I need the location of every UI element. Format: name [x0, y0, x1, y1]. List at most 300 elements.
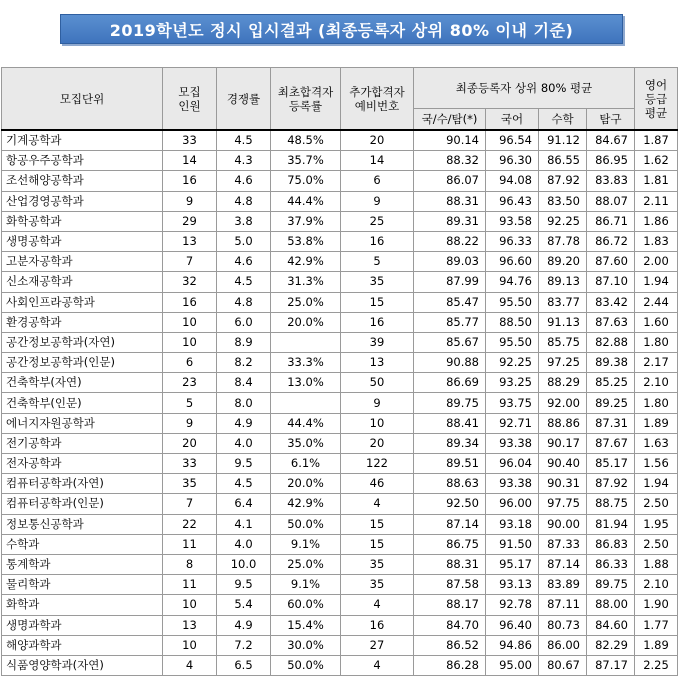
cell-quota: 33	[163, 454, 217, 474]
cell-unit: 화학과	[2, 595, 163, 615]
cell-math: 90.00	[539, 514, 587, 534]
table-row	[2, 655, 678, 675]
cell-quota: 13	[163, 231, 217, 251]
cell-korean: 96.40	[486, 615, 539, 635]
cell-waitlist: 15	[341, 514, 414, 534]
cell-waitlist: 122	[341, 454, 414, 474]
cell-unit: 환경공학과	[2, 312, 163, 332]
cell-competition: 4.0	[217, 433, 271, 453]
cell-quota: 10	[163, 312, 217, 332]
cell-unit: 공간정보공학과(자연)	[2, 332, 163, 352]
cell-waitlist: 9	[341, 393, 414, 413]
cell-unit: 건축학부(자연)	[2, 373, 163, 393]
cell-unit: 컴퓨터공학과(인문)	[2, 494, 163, 514]
cell-initial-rate: 31.3%	[271, 272, 341, 292]
cell-math: 86.55	[539, 151, 587, 171]
cell-competition: 4.8	[217, 191, 271, 211]
table-row	[2, 454, 678, 474]
cell-english: 2.17	[635, 353, 678, 373]
cell-initial-rate: 35.7%	[271, 151, 341, 171]
cell-inquiry: 87.10	[587, 272, 635, 292]
cell-korean: 92.78	[486, 595, 539, 615]
cell-math: 87.11	[539, 595, 587, 615]
table-row	[2, 353, 678, 373]
cell-waitlist: 35	[341, 554, 414, 574]
cell-quota: 4	[163, 655, 217, 675]
cell-initial-rate: 13.0%	[271, 373, 341, 393]
cell-math: 87.33	[539, 534, 587, 554]
cell-inquiry: 82.88	[587, 332, 635, 352]
cell-math: 91.13	[539, 312, 587, 332]
cell-english: 1.81	[635, 171, 678, 191]
cell-inquiry: 85.25	[587, 373, 635, 393]
cell-kms: 85.47	[414, 292, 486, 312]
cell-math: 80.67	[539, 655, 587, 675]
cell-initial-rate: 60.0%	[271, 595, 341, 615]
cell-initial-rate: 48.5%	[271, 130, 341, 151]
cell-waitlist: 16	[341, 312, 414, 332]
cell-unit: 생명과학과	[2, 615, 163, 635]
cell-kms: 89.75	[414, 393, 486, 413]
cell-inquiry: 88.75	[587, 494, 635, 514]
cell-unit: 사회인프라공학과	[2, 292, 163, 312]
cell-competition: 4.9	[217, 615, 271, 635]
cell-kms: 88.63	[414, 474, 486, 494]
cell-initial-rate: 33.3%	[271, 353, 341, 373]
cell-inquiry: 87.17	[587, 655, 635, 675]
header-kms: 국/수/탐(*)	[414, 109, 486, 131]
cell-inquiry: 88.07	[587, 191, 635, 211]
cell-waitlist: 10	[341, 413, 414, 433]
header-math: 수학	[539, 109, 587, 131]
header-waitlist: 추가합격자 예비번호	[341, 68, 414, 131]
cell-english: 1.80	[635, 393, 678, 413]
cell-kms: 90.14	[414, 130, 486, 151]
table-row	[2, 171, 678, 191]
cell-quota: 14	[163, 151, 217, 171]
cell-initial-rate: 37.9%	[271, 211, 341, 231]
cell-english: 2.10	[635, 373, 678, 393]
cell-kms: 89.03	[414, 252, 486, 272]
cell-competition: 4.5	[217, 272, 271, 292]
cell-korean: 92.25	[486, 353, 539, 373]
cell-competition: 5.0	[217, 231, 271, 251]
cell-waitlist: 15	[341, 292, 414, 312]
table-row	[2, 393, 678, 413]
cell-kms: 88.31	[414, 554, 486, 574]
cell-quota: 5	[163, 393, 217, 413]
cell-competition: 4.6	[217, 252, 271, 272]
cell-waitlist: 5	[341, 252, 414, 272]
table-row	[2, 231, 678, 251]
cell-competition: 7.2	[217, 635, 271, 655]
cell-initial-rate: 20.0%	[271, 474, 341, 494]
cell-korean: 95.50	[486, 292, 539, 312]
table-row	[2, 554, 678, 574]
cell-kms: 89.31	[414, 211, 486, 231]
cell-korean: 93.18	[486, 514, 539, 534]
cell-inquiry: 88.00	[587, 595, 635, 615]
cell-math: 89.13	[539, 272, 587, 292]
cell-competition: 4.8	[217, 292, 271, 312]
cell-quota: 20	[163, 433, 217, 453]
table-row	[2, 595, 678, 615]
cell-initial-rate: 6.1%	[271, 454, 341, 474]
cell-unit: 해양과학과	[2, 635, 163, 655]
cell-waitlist: 13	[341, 353, 414, 373]
cell-math: 88.86	[539, 413, 587, 433]
cell-english: 1.90	[635, 595, 678, 615]
cell-english: 2.50	[635, 534, 678, 554]
cell-math: 97.25	[539, 353, 587, 373]
cell-english: 1.56	[635, 454, 678, 474]
cell-competition: 4.5	[217, 130, 271, 151]
cell-quota: 10	[163, 332, 217, 352]
header-unit: 모집단위	[2, 68, 163, 131]
cell-initial-rate: 20.0%	[271, 312, 341, 332]
cell-competition: 4.9	[217, 413, 271, 433]
cell-english: 1.89	[635, 413, 678, 433]
cell-quota: 11	[163, 534, 217, 554]
cell-korean: 93.58	[486, 211, 539, 231]
cell-initial-rate: 75.0%	[271, 171, 341, 191]
cell-korean: 96.54	[486, 130, 539, 151]
cell-inquiry: 81.94	[587, 514, 635, 534]
cell-korean: 93.38	[486, 474, 539, 494]
table-row	[2, 211, 678, 231]
table-row	[2, 413, 678, 433]
cell-competition: 6.5	[217, 655, 271, 675]
cell-competition: 8.0	[217, 393, 271, 413]
table-row	[2, 191, 678, 211]
cell-inquiry: 89.25	[587, 393, 635, 413]
cell-competition: 3.8	[217, 211, 271, 231]
cell-quota: 9	[163, 191, 217, 211]
cell-unit: 화학공학과	[2, 211, 163, 231]
cell-english: 2.44	[635, 292, 678, 312]
cell-english: 1.86	[635, 211, 678, 231]
cell-competition: 4.1	[217, 514, 271, 534]
cell-english: 1.94	[635, 474, 678, 494]
table-row	[2, 332, 678, 352]
cell-competition: 4.3	[217, 151, 271, 171]
cell-inquiry: 82.29	[587, 635, 635, 655]
cell-korean: 91.50	[486, 534, 539, 554]
table-row	[2, 130, 678, 151]
cell-math: 97.75	[539, 494, 587, 514]
cell-inquiry: 87.92	[587, 474, 635, 494]
cell-waitlist: 35	[341, 272, 414, 292]
cell-initial-rate: 25.0%	[271, 292, 341, 312]
table-row	[2, 252, 678, 272]
header-competition: 경쟁률	[217, 68, 271, 131]
cell-waitlist: 50	[341, 373, 414, 393]
cell-competition: 9.5	[217, 454, 271, 474]
cell-kms: 88.22	[414, 231, 486, 251]
cell-english: 2.25	[635, 655, 678, 675]
cell-inquiry: 86.72	[587, 231, 635, 251]
cell-math: 85.75	[539, 332, 587, 352]
cell-unit: 식품영양학과(자연)	[2, 655, 163, 675]
cell-unit: 조선해양공학과	[2, 171, 163, 191]
cell-english: 1.83	[635, 231, 678, 251]
cell-kms: 85.67	[414, 332, 486, 352]
table-row	[2, 474, 678, 494]
table-row	[2, 514, 678, 534]
table-row	[2, 534, 678, 554]
cell-unit: 기계공학과	[2, 130, 163, 151]
table-header	[2, 68, 678, 131]
cell-initial-rate: 30.0%	[271, 635, 341, 655]
cell-competition: 4.5	[217, 474, 271, 494]
cell-quota: 16	[163, 292, 217, 312]
cell-kms: 88.32	[414, 151, 486, 171]
cell-unit: 산업경영공학과	[2, 191, 163, 211]
cell-waitlist: 16	[341, 231, 414, 251]
cell-math: 92.00	[539, 393, 587, 413]
table-row	[2, 494, 678, 514]
cell-quota: 29	[163, 211, 217, 231]
cell-korean: 96.04	[486, 454, 539, 474]
header-inquiry: 탐구	[587, 109, 635, 131]
cell-competition: 8.2	[217, 353, 271, 373]
cell-math: 83.50	[539, 191, 587, 211]
cell-quota: 32	[163, 272, 217, 292]
cell-initial-rate: 44.4%	[271, 413, 341, 433]
cell-initial-rate	[271, 332, 341, 352]
cell-math: 90.17	[539, 433, 587, 453]
cell-english: 1.88	[635, 554, 678, 574]
cell-math: 89.20	[539, 252, 587, 272]
cell-inquiry: 83.42	[587, 292, 635, 312]
cell-competition: 10.0	[217, 554, 271, 574]
cell-inquiry: 87.31	[587, 413, 635, 433]
header-initial-rate: 최초합격자 등록률	[271, 68, 341, 131]
cell-korean: 94.86	[486, 635, 539, 655]
cell-waitlist: 46	[341, 474, 414, 494]
cell-math: 80.73	[539, 615, 587, 635]
cell-waitlist: 9	[341, 191, 414, 211]
header-top80-group: 최종등록자 상위 80% 평균	[414, 68, 635, 109]
cell-unit: 정보통신공학과	[2, 514, 163, 534]
cell-english: 2.50	[635, 494, 678, 514]
cell-math: 90.31	[539, 474, 587, 494]
header-english: 영어 등급 평균	[635, 68, 678, 131]
cell-kms: 88.41	[414, 413, 486, 433]
cell-korean: 94.76	[486, 272, 539, 292]
cell-competition: 5.4	[217, 595, 271, 615]
cell-kms: 92.50	[414, 494, 486, 514]
cell-english: 2.11	[635, 191, 678, 211]
cell-initial-rate	[271, 393, 341, 413]
cell-korean: 95.50	[486, 332, 539, 352]
table-row	[2, 575, 678, 595]
cell-inquiry: 86.33	[587, 554, 635, 574]
cell-inquiry: 84.60	[587, 615, 635, 635]
page-title: 2019학년도 정시 입시결과 (최종등록자 상위 80% 이내 기준)	[60, 14, 623, 44]
cell-inquiry: 89.38	[587, 353, 635, 373]
cell-unit: 고분자공학과	[2, 252, 163, 272]
cell-unit: 수학과	[2, 534, 163, 554]
cell-waitlist: 20	[341, 433, 414, 453]
cell-math: 87.92	[539, 171, 587, 191]
cell-waitlist: 27	[341, 635, 414, 655]
cell-quota: 9	[163, 413, 217, 433]
cell-unit: 생명공학과	[2, 231, 163, 251]
cell-math: 87.78	[539, 231, 587, 251]
cell-english: 1.80	[635, 332, 678, 352]
cell-kms: 86.75	[414, 534, 486, 554]
cell-unit: 전기공학과	[2, 433, 163, 453]
cell-waitlist: 35	[341, 575, 414, 595]
cell-korean: 96.00	[486, 494, 539, 514]
cell-english: 1.60	[635, 312, 678, 332]
cell-kms: 87.58	[414, 575, 486, 595]
cell-waitlist: 6	[341, 171, 414, 191]
cell-quota: 13	[163, 615, 217, 635]
table-row	[2, 312, 678, 332]
table-row	[2, 433, 678, 453]
cell-competition: 9.5	[217, 575, 271, 595]
cell-waitlist: 39	[341, 332, 414, 352]
cell-initial-rate: 15.4%	[271, 615, 341, 635]
cell-inquiry: 86.83	[587, 534, 635, 554]
cell-english: 1.62	[635, 151, 678, 171]
cell-korean: 94.08	[486, 171, 539, 191]
cell-quota: 7	[163, 252, 217, 272]
cell-korean: 96.43	[486, 191, 539, 211]
cell-quota: 22	[163, 514, 217, 534]
cell-english: 1.63	[635, 433, 678, 453]
cell-korean: 93.38	[486, 433, 539, 453]
table-row	[2, 272, 678, 292]
cell-initial-rate: 50.0%	[271, 514, 341, 534]
cell-initial-rate: 53.8%	[271, 231, 341, 251]
cell-quota: 8	[163, 554, 217, 574]
table-body	[2, 130, 678, 676]
cell-inquiry: 84.67	[587, 130, 635, 151]
cell-math: 86.00	[539, 635, 587, 655]
cell-initial-rate: 35.0%	[271, 433, 341, 453]
cell-korean: 93.13	[486, 575, 539, 595]
cell-korean: 93.25	[486, 373, 539, 393]
table-row	[2, 615, 678, 635]
cell-inquiry: 83.83	[587, 171, 635, 191]
cell-kms: 88.17	[414, 595, 486, 615]
cell-quota: 35	[163, 474, 217, 494]
cell-math: 83.89	[539, 575, 587, 595]
cell-math: 88.29	[539, 373, 587, 393]
cell-unit: 건축학부(인문)	[2, 393, 163, 413]
cell-kms: 87.14	[414, 514, 486, 534]
cell-unit: 공간정보공학과(인문)	[2, 353, 163, 373]
cell-waitlist: 25	[341, 211, 414, 231]
cell-waitlist: 4	[341, 595, 414, 615]
cell-initial-rate: 42.9%	[271, 494, 341, 514]
cell-waitlist: 14	[341, 151, 414, 171]
cell-kms: 84.70	[414, 615, 486, 635]
cell-unit: 물리학과	[2, 575, 163, 595]
cell-korean: 93.75	[486, 393, 539, 413]
cell-unit: 항공우주공학과	[2, 151, 163, 171]
table-row	[2, 151, 678, 171]
cell-kms: 86.52	[414, 635, 486, 655]
cell-english: 1.87	[635, 130, 678, 151]
cell-waitlist: 4	[341, 494, 414, 514]
cell-waitlist: 16	[341, 615, 414, 635]
cell-kms: 86.28	[414, 655, 486, 675]
cell-math: 92.25	[539, 211, 587, 231]
cell-initial-rate: 25.0%	[271, 554, 341, 574]
cell-inquiry: 86.71	[587, 211, 635, 231]
cell-initial-rate: 42.9%	[271, 252, 341, 272]
cell-unit: 통계학과	[2, 554, 163, 574]
cell-quota: 6	[163, 353, 217, 373]
table-row	[2, 373, 678, 393]
cell-quota: 16	[163, 171, 217, 191]
cell-quota: 10	[163, 595, 217, 615]
cell-korean: 95.17	[486, 554, 539, 574]
cell-waitlist: 20	[341, 130, 414, 151]
cell-unit: 에너지자원공학과	[2, 413, 163, 433]
cell-kms: 86.07	[414, 171, 486, 191]
cell-quota: 10	[163, 635, 217, 655]
cell-inquiry: 87.60	[587, 252, 635, 272]
cell-quota: 33	[163, 130, 217, 151]
cell-korean: 92.71	[486, 413, 539, 433]
cell-english: 1.94	[635, 272, 678, 292]
cell-inquiry: 87.63	[587, 312, 635, 332]
cell-math: 87.14	[539, 554, 587, 574]
cell-quota: 11	[163, 575, 217, 595]
cell-korean: 96.60	[486, 252, 539, 272]
cell-kms: 89.34	[414, 433, 486, 453]
cell-unit: 신소재공학과	[2, 272, 163, 292]
cell-inquiry: 89.75	[587, 575, 635, 595]
cell-english: 1.95	[635, 514, 678, 534]
cell-math: 83.77	[539, 292, 587, 312]
cell-initial-rate: 9.1%	[271, 575, 341, 595]
cell-competition: 6.4	[217, 494, 271, 514]
cell-initial-rate: 44.4%	[271, 191, 341, 211]
cell-english: 1.77	[635, 615, 678, 635]
cell-kms: 86.69	[414, 373, 486, 393]
cell-unit: 전자공학과	[2, 454, 163, 474]
cell-competition: 8.9	[217, 332, 271, 352]
cell-english: 2.00	[635, 252, 678, 272]
cell-quota: 23	[163, 373, 217, 393]
table-row	[2, 292, 678, 312]
cell-math: 90.40	[539, 454, 587, 474]
cell-initial-rate: 9.1%	[271, 534, 341, 554]
cell-competition: 4.6	[217, 171, 271, 191]
header-quota: 모집 인원	[163, 68, 217, 131]
cell-kms: 89.51	[414, 454, 486, 474]
admission-results-table	[1, 67, 678, 676]
cell-english: 2.10	[635, 575, 678, 595]
cell-kms: 85.77	[414, 312, 486, 332]
cell-quota: 7	[163, 494, 217, 514]
cell-kms: 87.99	[414, 272, 486, 292]
cell-inquiry: 86.95	[587, 151, 635, 171]
cell-english: 1.89	[635, 635, 678, 655]
cell-kms: 90.88	[414, 353, 486, 373]
cell-korean: 95.00	[486, 655, 539, 675]
table-row	[2, 635, 678, 655]
header-korean: 국어	[486, 109, 539, 131]
cell-waitlist: 15	[341, 534, 414, 554]
cell-inquiry: 85.17	[587, 454, 635, 474]
